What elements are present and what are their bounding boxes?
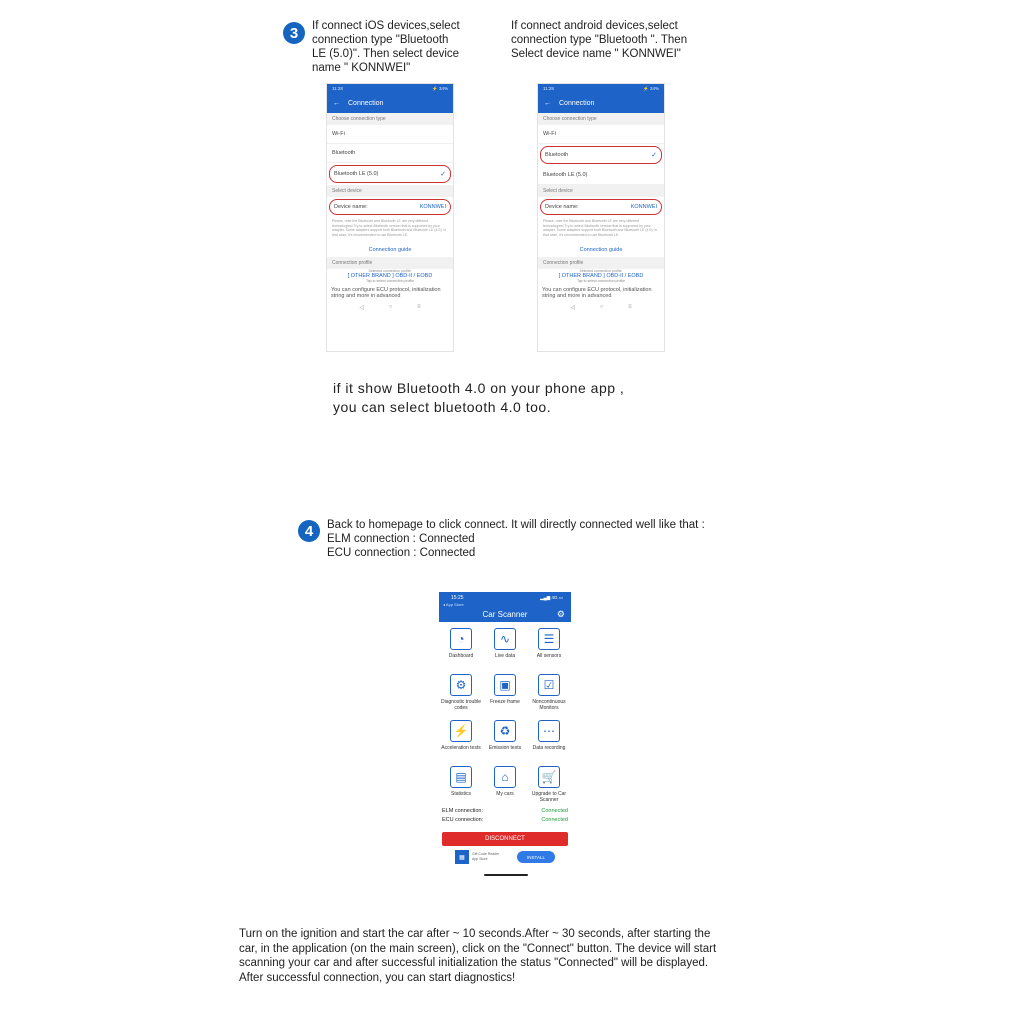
- ad-app-icon[interactable]: ▦: [455, 850, 469, 864]
- profile-selected-label: Selected connection profile:: [368, 269, 412, 273]
- ad-subtitle: App Store: [472, 856, 488, 861]
- android-instructions: If connect android devices,select connection type "Bluetooth ". Then Select device name " KONNWEI": [511, 20, 688, 60]
- option-bluetooth[interactable]: [327, 144, 453, 163]
- option-wifi[interactable]: [538, 125, 664, 144]
- ecu-connection-row: [442, 817, 568, 823]
- ecu-config-text: You can configure ECU protocol, initialization string and more in advanced: [542, 287, 652, 299]
- checkmark-icon: ✓: [440, 171, 446, 178]
- profile-brand: [ OTHER BRAND ] OBD-II / EOBD: [347, 273, 433, 279]
- menu-label: Statistics: [450, 791, 471, 797]
- connection-guide-link[interactable]: Connection guide: [579, 247, 623, 253]
- menu-upgrade[interactable]: [527, 766, 571, 812]
- nav-bar: [538, 302, 664, 313]
- status-time: 11:28: [332, 86, 343, 91]
- bottom-instructions: Turn on the ignition and start the car after ~ 10 seconds.After ~ 30 seconds, after starting the car, in the application (on the main screen), click on the "Connect" button. The device will start scanning your car and after successful initialization the status "Connected" will be displayed. After successful connection, you can start diagnostics!: [239, 928, 717, 984]
- menu-label: Noncontinuous Monitors: [532, 699, 566, 711]
- clipboard-icon: ☑: [538, 674, 560, 696]
- connection-profile[interactable]: [538, 269, 664, 284]
- menu-statistics[interactable]: [439, 766, 483, 812]
- option-label: Bluetooth LE (5.0): [334, 171, 379, 177]
- choose-type-label: Choose connection type: [538, 113, 664, 125]
- elm-connection-label: ELM connection:: [442, 808, 483, 814]
- save-icon: ▣: [494, 674, 516, 696]
- step-4-instructions: Back to homepage to click connect. It will directly connected well like that : ELM connection : Connected ECU connection : Connected: [327, 519, 705, 559]
- phone-connection-screen-ios: [326, 83, 454, 352]
- menu-data-recording[interactable]: [527, 720, 571, 766]
- menu-label: Emission tests: [488, 745, 522, 751]
- connection-profile-label: Connection profile: [327, 257, 453, 269]
- nav-home-icon[interactable]: ○: [599, 304, 604, 310]
- select-device-label: Select device: [327, 185, 453, 197]
- back-to-app-store-link[interactable]: ◂ App Store: [443, 602, 464, 607]
- choose-type-label: Choose connection type: [327, 113, 453, 125]
- select-device-label: Select device: [538, 185, 664, 197]
- status-time: 15:25: [451, 595, 464, 601]
- ecu-config-text: You can configure ECU protocol, initialization string and more in advanced: [331, 287, 441, 299]
- nav-home-icon[interactable]: ○: [388, 304, 393, 310]
- profile-tap-hint: Tap to select connection profile: [576, 279, 626, 283]
- waveform-icon: ∿: [494, 628, 516, 650]
- device-name-row[interactable]: [329, 199, 451, 215]
- connection-title: Connection: [348, 99, 384, 107]
- connection-profile[interactable]: [327, 269, 453, 284]
- elm-connection-status: Connected: [541, 808, 568, 814]
- ad-text: [472, 852, 499, 861]
- install-button[interactable]: INSTALL: [517, 851, 555, 863]
- menu-freeze-frame[interactable]: [483, 674, 527, 720]
- option-bluetooth-le[interactable]: [329, 165, 451, 183]
- nav-back-icon[interactable]: ◁: [570, 305, 575, 311]
- menu-label: My cars: [496, 791, 514, 797]
- menu-label: Acceleration tests: [441, 745, 481, 751]
- menu-diagnostic-trouble-codes[interactable]: [439, 674, 483, 720]
- menu-label: Data recording: [532, 745, 566, 751]
- elm-connection-row: [442, 808, 568, 814]
- list-icon: ☰: [538, 628, 560, 650]
- profile-tap-hint: Tap to select connection profile: [365, 279, 415, 283]
- menu-noncontinuous-monitors[interactable]: [527, 674, 571, 720]
- cart-icon: 🛒: [538, 766, 560, 788]
- disconnect-button[interactable]: DISCONNECT: [442, 832, 568, 846]
- gear-icon[interactable]: ⚙: [556, 609, 565, 619]
- record-icon: ⋯: [538, 720, 560, 742]
- status-battery: ⚡ 34%: [643, 85, 659, 91]
- engine-icon: ⚙: [450, 674, 472, 696]
- menu-grid: [439, 628, 571, 812]
- status-time: 11:28: [543, 86, 554, 91]
- connection-header: [538, 93, 664, 113]
- status-bar: [538, 84, 664, 93]
- document-icon: ▤: [450, 766, 472, 788]
- menu-label: Dashboard: [448, 653, 474, 659]
- option-bluetooth[interactable]: [540, 146, 662, 164]
- status-battery: ⚡ 34%: [432, 85, 448, 91]
- garage-icon: ⌂: [494, 766, 516, 788]
- car-scanner-home-screen: [439, 592, 571, 882]
- device-name-value: KONNWEI: [419, 204, 446, 210]
- speedometer-icon: ⚡: [450, 720, 472, 742]
- status-bar: [327, 84, 453, 93]
- option-label: Bluetooth LE (5.0): [543, 172, 588, 178]
- connection-profile-label: Connection profile: [538, 257, 664, 269]
- option-label: Wi-Fi: [332, 131, 345, 137]
- bluetooth-note: Please, note the Bluetooth and Bluetooth LE are very different technologies! Try to select Bluetooth version that is supported by your adapter. Some adapters support both Bluetooth and Bluetooth LE (4.0); in that case, it's recommended to use Bluetooth LE.: [543, 219, 658, 237]
- nav-bar: [327, 302, 453, 313]
- menu-label: Upgrade to Car Scanner: [531, 791, 567, 803]
- nav-menu-icon[interactable]: ≡: [417, 304, 421, 310]
- menu-acceleration-tests[interactable]: [439, 720, 483, 766]
- app-title: Car Scanner: [482, 610, 528, 619]
- device-name-value: KONNWEI: [630, 204, 657, 210]
- phone-connection-screen-android: [537, 83, 665, 352]
- ecu-connection-label: ECU connection:: [442, 817, 484, 823]
- option-wifi[interactable]: [327, 125, 453, 144]
- ad-title: Gift Code Reader: [472, 852, 500, 856]
- bluetooth-note: Please, note the Bluetooth and Bluetooth LE are very different technologies! Try to select Bluetooth version that is supported by your adapter. Some adapters support both Bluetooth and Bluetooth LE (4.0); in that case, it's recommended to use Bluetooth LE.: [332, 219, 447, 237]
- menu-label: Live data: [494, 653, 516, 659]
- option-label: Bluetooth: [332, 150, 356, 156]
- step-4-badge: 4: [298, 520, 320, 542]
- app-header: [439, 592, 571, 622]
- menu-my-cars[interactable]: [483, 766, 527, 812]
- ios-instructions: If connect iOS devices,select connection type "Bluetooth LE (5.0)". Then select device name " KONNWEI": [312, 20, 460, 74]
- home-indicator: [484, 874, 528, 876]
- menu-all-sensors[interactable]: [527, 628, 571, 674]
- recycle-icon: ♻: [494, 720, 516, 742]
- menu-label: Diagnostic trouble codes: [440, 699, 482, 711]
- connection-guide-link[interactable]: Connection guide: [368, 247, 412, 253]
- menu-dashboard[interactable]: [439, 628, 483, 674]
- menu-live-data[interactable]: [483, 628, 527, 674]
- menu-emission-tests[interactable]: [483, 720, 527, 766]
- device-name-label: Device name:: [334, 204, 368, 210]
- device-name-row[interactable]: [540, 199, 662, 215]
- signal-battery-icon: ▂▄▆ 4G ▭: [540, 595, 563, 600]
- nav-menu-icon[interactable]: ≡: [628, 304, 632, 310]
- nav-back-icon[interactable]: ◁: [359, 305, 364, 311]
- option-label: Wi-Fi: [543, 131, 556, 137]
- connection-header: [327, 93, 453, 113]
- connection-title: Connection: [559, 99, 595, 107]
- profile-brand: [ OTHER BRAND ] OBD-II / EOBD: [558, 273, 644, 279]
- checkmark-icon: ✓: [651, 152, 657, 159]
- menu-label: All sensors: [536, 653, 562, 659]
- back-arrow-icon[interactable]: ←: [333, 99, 340, 107]
- device-name-label: Device name:: [545, 204, 579, 210]
- ecu-connection-status: Connected: [541, 817, 568, 823]
- option-bluetooth-le[interactable]: [538, 166, 664, 185]
- option-label: Bluetooth: [545, 152, 569, 158]
- back-arrow-icon[interactable]: ←: [544, 99, 551, 107]
- bluetooth-4-note: if it show Bluetooth 4.0 on your phone app , you can select bluetooth 4.0 too.: [333, 380, 625, 415]
- gauge-icon: ◔: [450, 628, 472, 650]
- menu-label: Freeze frame: [490, 699, 520, 705]
- profile-selected-label: Selected connection profile:: [579, 269, 623, 273]
- step-3-badge: 3: [283, 22, 305, 44]
